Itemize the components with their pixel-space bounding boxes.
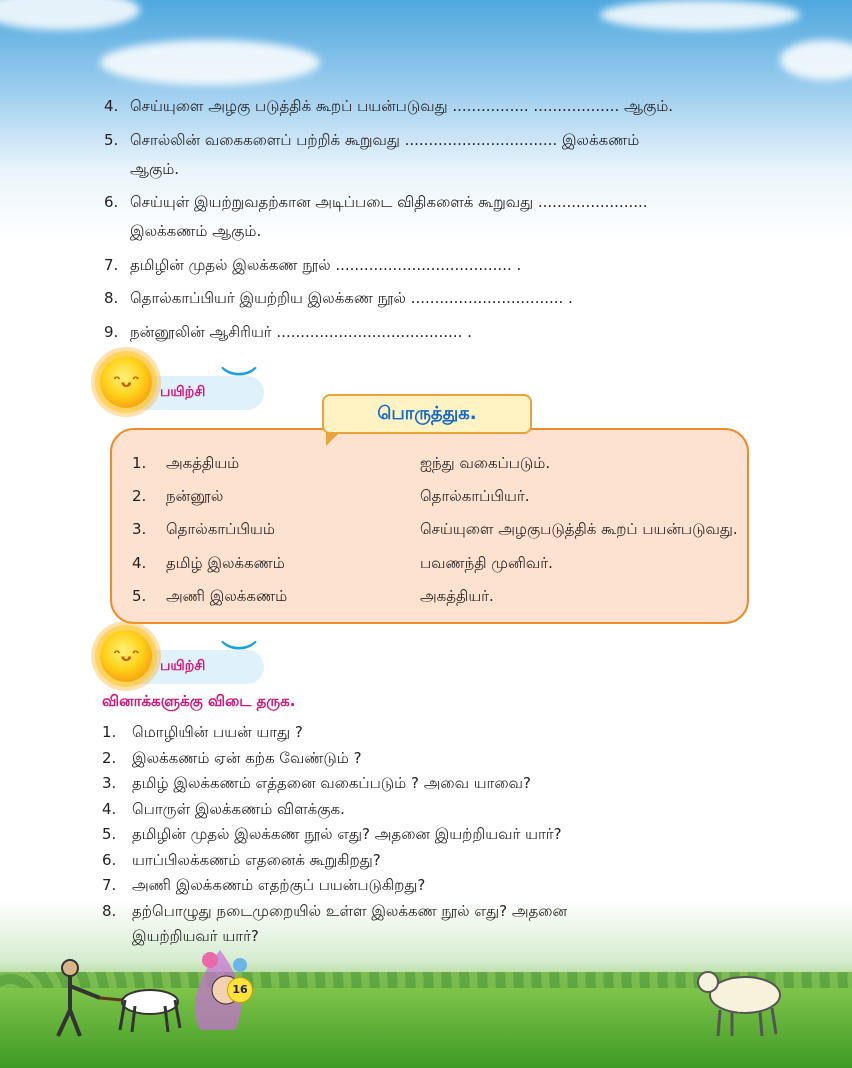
match-left-text: அணி இலக்கணம் [166,587,288,605]
question-text: செய்யுள் இயற்றுவதற்கான அடிப்படை விதிகளைக் கூறுவது ....................... [130,193,648,211]
question-number: 4. [104,97,119,115]
sky-cloud [0,0,140,30]
match-left-item [132,587,287,607]
question-number: 7. [102,876,117,894]
sun-icon: ᵔᴗᵔ [100,356,152,408]
fill-question [104,126,784,184]
question-text: பொருள் இலக்கணம் விளக்குக. [132,799,345,818]
list-item [102,797,567,823]
question-number: 2. [102,748,117,767]
cow-illustration [690,960,800,1040]
question-continuation: ஆகும். [130,160,180,178]
match-right-item: செய்யுளை அழகுபடுத்திக் கூறப் பயன்படுவது. [420,520,738,538]
match-number: 3. [132,520,147,538]
page-number: 16 [227,977,253,1003]
fill-question [104,251,784,280]
question-continuation: இயற்றியவர் யார்? [132,927,259,945]
match-left-item [132,554,285,574]
match-left-text: நன்னூல் [166,487,224,505]
match-number: 5. [132,587,147,605]
question-number: 8. [104,289,119,307]
match-right-item: அகத்தியர். [420,587,494,605]
question-number: 7. [104,256,119,274]
match-left-item [132,454,239,474]
question-text: அணி இலக்கணம் எதற்குப் பயன்படுகிறது? [132,876,426,894]
list-item [102,771,567,797]
list-item [102,822,567,848]
question-text: தற்பொழுது நடைமுறையில் உள்ள இலக்கண நூல் எது? அதனை [132,901,568,920]
question-text: இலக்கணம் ஏன் கற்க வேண்டும் ? [132,748,362,767]
question-number: 5. [104,131,119,149]
list-item [102,746,567,772]
question-list [102,720,567,950]
question-number: 8. [102,901,117,920]
match-left-text: தமிழ் இலக்கணம் [166,554,285,572]
match-number: 1. [132,454,147,472]
question-number: 9. [104,323,119,341]
list-item [102,720,567,746]
match-right-item: ஐந்து வகைப்படும். [420,454,551,472]
bird-icon: ︶ [220,366,258,396]
question-number: 4. [102,799,117,818]
question-number: 6. [102,850,117,869]
question-text: தொல்காப்பியர் இயற்றிய இலக்கண நூல் ................................ . [130,289,573,307]
sky-cloud [600,0,800,30]
fill-question [104,318,784,347]
sky-cloud [100,40,320,85]
sun-icon: ᵔᴗᵔ [100,630,152,682]
question-number: 3. [102,774,117,792]
match-right-item: தொல்காப்பியர். [420,487,530,505]
fill-question [104,92,784,121]
fill-question [104,188,784,246]
question-number: 1. [102,723,117,741]
match-left-item [132,520,275,540]
match-title: பொருத்துக. [322,394,532,434]
list-item [102,848,567,874]
match-left-text: தொல்காப்பியம் [166,520,275,538]
question-text: தமிழ் இலக்கணம் எத்தனை வகைப்படும் ? அவை யாவை? [132,774,531,792]
question-number: 6. [104,193,119,211]
list-item [102,873,567,899]
match-right-item: பவணந்தி முனிவர். [420,554,553,572]
question-text: தமிழின் முதல் இலக்கண நூல் ..................................... . [130,256,522,274]
sky-cloud [780,40,852,80]
exercise-tag-label: பயிற்சி [160,658,206,674]
question-text: மொழியின் பயன் யாது ? [132,723,303,741]
question-text: யாப்பிலக்கணம் எதனைக் கூறுகிறது? [132,850,381,869]
question-text: செய்யுளை அழகு படுத்திக் கூறப் பயன்படுவது ................ .................. ஆகும். [130,97,674,115]
question-text: தமிழின் முதல் இலக்கண நூல் எது? அதனை இயற்றியவர் யார்? [132,825,562,843]
question-number: 5. [102,825,117,843]
exercise-tag-label: பயிற்சி [160,384,206,400]
match-number: 2. [132,487,147,505]
match-left-text: அகத்தியம் [166,454,240,472]
match-left-item [132,487,223,507]
match-number: 4. [132,554,147,572]
farmer-plough-illustration [40,940,190,1040]
question-continuation: இலக்கணம் ஆகும். [130,222,262,240]
fill-question [104,284,784,313]
bird-icon: ︶ [220,640,258,670]
question-text: சொல்லின் வகைகளைப் பற்றிக் கூறுவது ................................ இலக்கணம் [130,131,640,149]
question-text: நன்னூலின் ஆசிரியர் ....................................... . [130,323,472,341]
questions-heading: வினாக்களுக்கு விடை தருக. [102,692,296,710]
